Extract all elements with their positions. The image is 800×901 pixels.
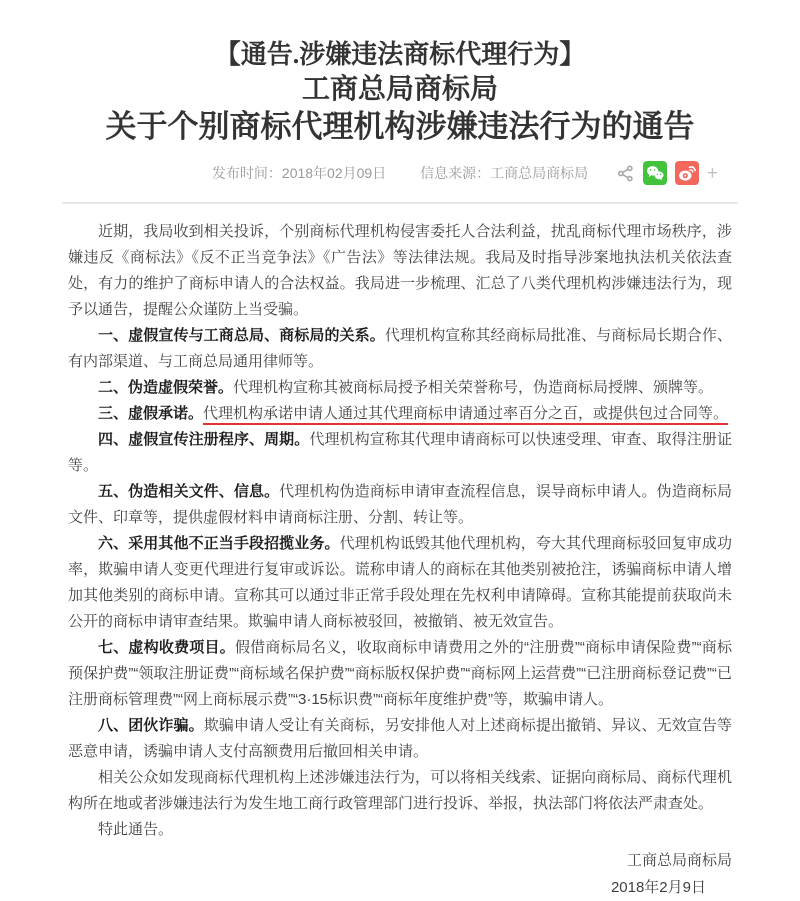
item-heading: 一、虚假宣传与工商总局、商标局的关系。 <box>98 327 385 344</box>
body-text: 代理机构宣称其代理申请商标可以快速受理、审查、取得注册证等。 <box>68 431 732 474</box>
share-icon[interactable] <box>616 164 635 183</box>
body-text: 代理机构宣称其经商标局批准、与商标局长期合作、有内部渠道、与工商总局通用律师等。 <box>68 327 732 370</box>
article-paragraph-7 <box>68 531 732 635</box>
article-title-org: 工商总局商标局 <box>301 74 498 105</box>
publish-time-label: 发布时间：2018年02月09日 <box>211 165 387 181</box>
item-heading: 六、采用其他不正当手段招揽业务。 <box>98 535 340 552</box>
body-text: 近期，我局收到相关投诉，个别商标代理机构侵害委托人合法利益，扰乱商标代理市场秩序，涉嫌违反《商标法》《反不正当竞争法》《广告法》等法律法规。我局及时指导涉案地执法机关依法查处，有力的维护了商标申请人的合法权益。我局进一步梳理、汇总了八类代理机构涉嫌违法行为，现予以通告，提醒公众谨防上当受骗。 <box>68 223 732 318</box>
item-heading: 二、伪造虚假荣誉。 <box>98 379 234 396</box>
article-paragraph-6 <box>68 479 732 531</box>
article-title-main: 关于个别商标代理机构涉嫌违法行为的通告 <box>105 109 695 144</box>
wechat-share-icon[interactable] <box>643 161 667 185</box>
article-paragraph-9 <box>68 713 732 765</box>
article-header <box>0 0 800 204</box>
article-paragraph-11 <box>68 817 732 843</box>
red-underlined-text: 代理机构承诺申请人通过其代理商标申请通过率百分之百，或提供包过合同等。 <box>203 405 728 425</box>
article-paragraph-4 <box>68 401 732 427</box>
item-heading: 五、伪造相关文件、信息。 <box>98 483 280 500</box>
article-body <box>68 219 732 843</box>
article-paragraph-10 <box>68 765 732 817</box>
body-text: 代理机构伪造商标申请审查流程信息，误导商标申请人。伪造商标局文件、印章等，提供虚假材料申请商标注册、分割、转让等。 <box>68 483 732 526</box>
article-footer <box>68 847 732 901</box>
article-paragraph-8 <box>68 635 732 713</box>
meta-row <box>68 158 732 188</box>
body-text: 代理机构宣称其被商标局授予相关荣誉称号，伪造商标局授牌、颁牌等。 <box>233 379 714 396</box>
body-text: 代理机构诋毁其他代理机构，夸大其代理商标驳回复审成功率，欺骗申请人变更代理进行复审或诉讼。谎称申请人的商标在其他类别被抢注，诱骗商标申请人增加其他类别的商标申请。宣称其可以通过非正常手段处理在先权利申请障碍。宣称其能提前获取尚未公开的商标申请审查结果。欺骗申请人商标被驳回，被撤销、被无效宣告。 <box>68 535 732 630</box>
header-divider <box>62 202 738 204</box>
signature-org: 工商总局商标局 <box>626 852 732 869</box>
signature-date: 2018年2月9日 <box>610 879 706 896</box>
item-heading: 八、团伙诈骗。 <box>98 717 204 734</box>
article-paragraph-3 <box>68 375 732 401</box>
article-paragraph-2 <box>68 323 732 375</box>
item-heading: 七、虚构收费项目。 <box>98 639 235 656</box>
share-toolbar <box>616 158 718 188</box>
body-text: 假借商标局名义，收取商标申请费用之外的“注册费”“商标申请保险费”“商标预保护费”“领取注册证费”“商标域名保护费”“商标版权保护费”“商标网上运营费”“已注册商标登记费”“已注册商标管理费”“网上商标展示费”“3·15标识费”“商标年度维护费”等，欺骗申请人。 <box>68 639 732 708</box>
plus-share-icon[interactable]: + <box>706 162 718 184</box>
body-text: 特此通告。 <box>98 821 174 838</box>
body-text: 欺骗申请人受让有关商标，另安排他人对上述商标提出撤销、异议、无效宣告等恶意申请，诱骗申请人支付高额费用后撤回相关申请。 <box>68 717 732 760</box>
article-title-tag: 【通告.涉嫌违法商标代理行为】 <box>214 40 586 69</box>
article-paragraph-1 <box>68 219 732 323</box>
info-source-label: 信息来源：工商总局商标局 <box>420 165 589 181</box>
item-heading: 四、虚假宣传注册程序、周期。 <box>98 431 310 448</box>
article-paragraph-5 <box>68 427 732 479</box>
body-text: 相关公众如发现商标代理机构上述涉嫌违法行为，可以将相关线索、证据向商标局、商标代理机构所在地或者涉嫌违法行为发生地工商行政管理部门进行投诉、举报，执法部门将依法严肃查处。 <box>68 769 732 812</box>
item-heading: 三、虚假承诺。 <box>98 405 204 422</box>
weibo-share-icon[interactable] <box>675 161 699 185</box>
